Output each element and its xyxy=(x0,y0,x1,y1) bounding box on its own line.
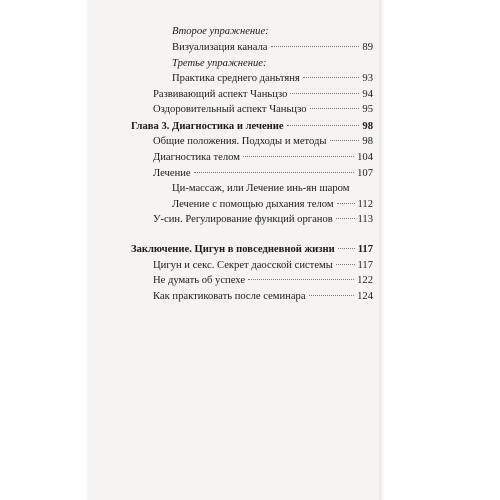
leader-dots xyxy=(310,107,360,109)
toc-entry-page: 93 xyxy=(362,73,373,84)
toc-entry-title: Цигун и секс. Секрет даосской системы xyxy=(153,260,333,271)
toc-entry xyxy=(153,135,373,148)
toc-entry xyxy=(153,290,373,303)
toc-entry-page: 98 xyxy=(362,121,373,132)
toc-entry-title: Как практиковать после семинара xyxy=(153,291,306,302)
toc-entry-title: Общие положения. Подходы и методы xyxy=(153,136,327,147)
toc-entry-page: 95 xyxy=(362,104,373,115)
leader-dots xyxy=(336,263,355,265)
toc-entry-title: Ци-массаж, или Лечение инь-ян шаром xyxy=(172,183,350,194)
toc-entry-page: 122 xyxy=(357,275,373,286)
toc-entry-page: 104 xyxy=(357,152,373,163)
toc-entry-title: Третье упражнение: xyxy=(172,58,267,69)
toc-entry xyxy=(153,151,373,164)
toc-entry xyxy=(153,213,373,226)
leader-dots xyxy=(248,278,354,280)
toc-entry-page: 117 xyxy=(357,260,373,271)
toc-entry-page: 117 xyxy=(357,244,373,255)
toc-entry-page: 98 xyxy=(362,136,373,147)
toc-entry xyxy=(153,103,373,116)
toc-entry xyxy=(172,72,373,85)
toc-entry-page: 107 xyxy=(357,168,373,179)
leader-dots xyxy=(243,155,354,157)
toc-entry-title: Оздоровительный аспект Чаньцзо xyxy=(153,104,307,115)
toc-entry-title: Диагностика телом xyxy=(153,152,240,163)
toc-entry-title: Заключение. Цигун в повседневной жизни xyxy=(131,244,335,255)
toc-entry xyxy=(153,274,373,287)
toc-entry-title: Второе упражнение: xyxy=(172,26,269,37)
toc-entry xyxy=(153,259,373,272)
leader-dots xyxy=(290,92,359,94)
toc-entry-title: Визуализация канала xyxy=(172,42,268,53)
toc-entry-title: Лечение xyxy=(153,168,191,179)
leader-dots xyxy=(338,247,355,249)
toc-entry-subheading xyxy=(172,25,372,38)
toc-entry xyxy=(153,88,373,101)
leader-dots xyxy=(271,45,360,47)
toc-entry-page: 112 xyxy=(357,199,373,210)
leader-dots xyxy=(337,202,355,204)
toc-entry-title: Практика среднего даньтяня xyxy=(172,73,300,84)
leader-dots xyxy=(194,171,354,173)
toc-entry-page: 124 xyxy=(357,291,373,302)
toc-entry xyxy=(172,182,372,195)
leader-dots xyxy=(309,294,355,296)
toc-entry-title: Развивающий аспект Чаньцзо xyxy=(153,89,288,100)
toc-entry xyxy=(172,41,373,54)
toc-entry-title: Лечение с помощью дыхания телом xyxy=(172,199,334,210)
toc-chapter-entry xyxy=(131,120,373,133)
toc-entry-subheading xyxy=(172,57,372,70)
toc-entry-title: Не думать об успехе xyxy=(153,275,246,286)
toc-entry xyxy=(172,198,373,211)
toc-entry-page: 113 xyxy=(357,214,373,225)
leader-dots xyxy=(330,139,360,141)
toc-entry xyxy=(153,167,373,180)
toc-entry-page: 89 xyxy=(362,42,373,53)
toc-chapter-entry xyxy=(131,243,373,256)
leader-dots xyxy=(287,124,360,126)
toc-entry-title: Глава 3. Диагностика и лечение xyxy=(131,121,284,132)
toc-entry-title: У-син. Регулирование функций органов xyxy=(153,214,333,225)
leader-dots xyxy=(303,76,360,78)
leader-dots xyxy=(336,217,355,219)
toc-entry-page: 94 xyxy=(362,89,373,100)
